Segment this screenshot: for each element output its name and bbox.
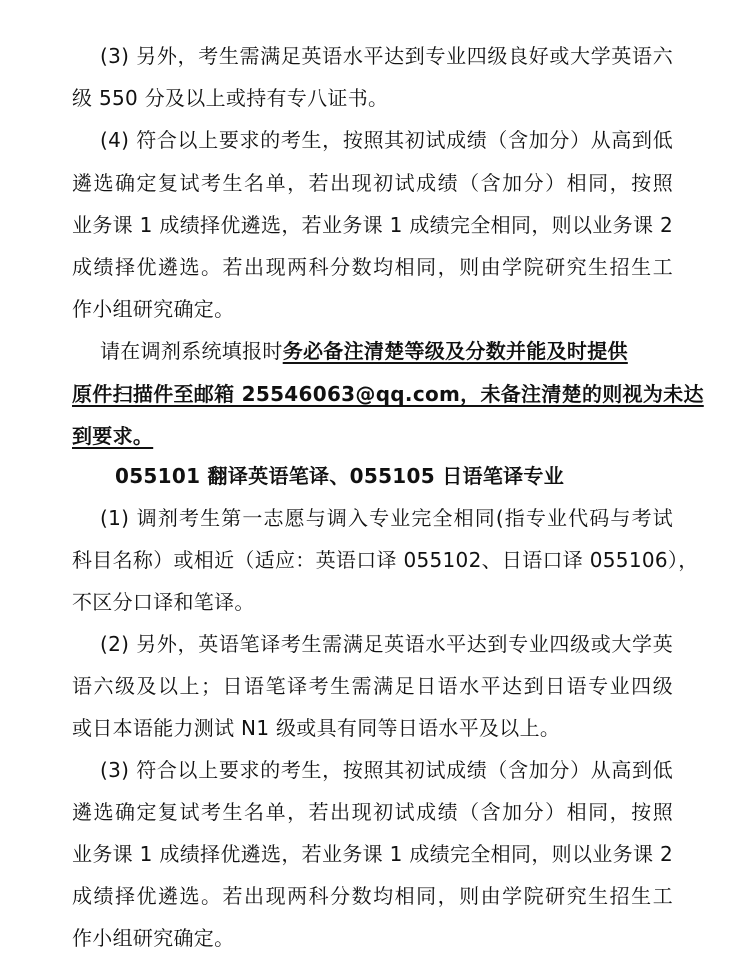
- paragraph-line: 成绩择优遴选。若出现两科分数均相同，则由学院研究生招生工: [72, 255, 673, 279]
- paragraph-line: (4) 符合以上要求的考生，按照其初试成绩（含加分）从高到低: [100, 128, 673, 152]
- paragraph-line: 作小组研究确定。: [72, 926, 235, 950]
- paragraph-line: 级 550 分及以上或持有专八证书。: [72, 86, 389, 110]
- notice-line: [100, 339, 673, 363]
- notice-emphasis-line: 到要求。: [72, 424, 154, 448]
- paragraph-line: (3) 另外，考生需满足英语水平达到专业四级良好或大学英语六: [100, 44, 673, 68]
- paragraph-line: 业务课 1 成绩择优遴选，若业务课 1 成绩完全相同，则以业务课 2: [72, 213, 673, 237]
- paragraph-line: 遴选确定复试考生名单，若出现初试成绩（含加分）相同，按照: [72, 800, 673, 824]
- paragraph-line: 成绩择优遴选。若出现两科分数均相同，则由学院研究生招生工: [72, 884, 673, 908]
- paragraph-line: 语六级及以上；日语笔译考生需满足日语水平达到日语专业四级: [72, 674, 673, 698]
- notice-emphasis: 务必备注清楚等级及分数并能及时提供: [282, 339, 628, 363]
- paragraph-line: 遴选确定复试考生名单，若出现初试成绩（含加分）相同，按照: [72, 171, 673, 195]
- paragraph-line: (3) 符合以上要求的考生，按照其初试成绩（含加分）从高到低: [100, 758, 673, 782]
- notice-emphasis-line: 原件扫描件至邮箱 25546063@qq.com，未备注清楚的则视为未达: [72, 382, 704, 406]
- paragraph-line: 科目名称）或相近（适应：英语口译 055102、日语口译 055106），: [72, 548, 699, 572]
- paragraph-line: 不区分口译和笔译。: [72, 590, 255, 614]
- paragraph-line: 作小组研究确定。: [72, 297, 235, 321]
- notice-prefix: 请在调剂系统填报时: [100, 339, 283, 363]
- paragraph-line: 业务课 1 成绩择优遴选，若业务课 1 成绩完全相同，则以业务课 2: [72, 842, 673, 866]
- paragraph-line: (1) 调剂考生第一志愿与调入专业完全相同(指专业代码与考试: [100, 506, 673, 530]
- paragraph-line: 或日本语能力测试 N1 级或具有同等日语水平及以上。: [72, 716, 561, 740]
- section-heading: 055101 翻译英语笔译、055105 日语笔译专业: [115, 464, 565, 488]
- paragraph-line: (2) 另外，英语笔译考生需满足英语水平达到专业四级或大学英: [100, 632, 673, 656]
